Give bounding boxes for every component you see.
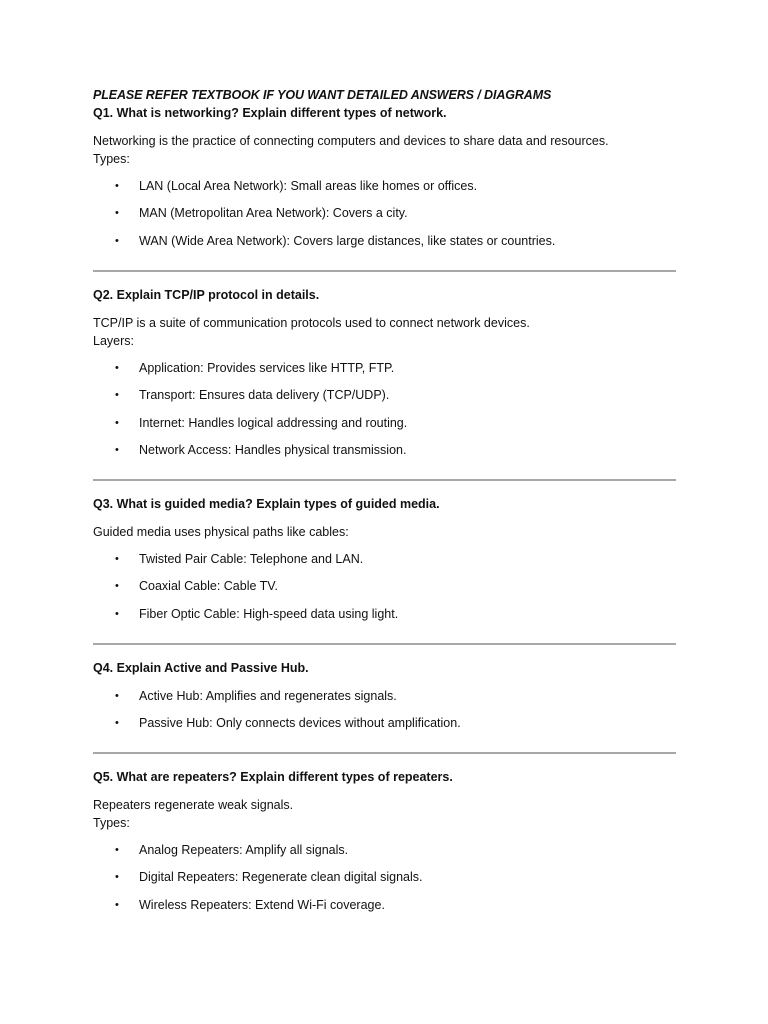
list-item-text: Transport: Ensures data delivery (TCP/UDP).	[139, 388, 390, 403]
question-1-section	[93, 104, 676, 259]
question-3-list	[93, 550, 676, 632]
list-item	[93, 577, 676, 604]
bullet-icon: •	[115, 180, 119, 192]
list-item-text: Coaxial Cable: Cable TV.	[139, 579, 278, 594]
bullet-icon: •	[115, 234, 119, 247]
section-divider	[93, 479, 676, 481]
list-item	[93, 386, 676, 413]
list-item-text: Active Hub: Amplifies and regenerates signals.	[139, 689, 397, 703]
question-1-title: Q1. What is networking? Explain different types of network.	[93, 106, 447, 120]
section-divider	[93, 752, 676, 754]
question-4-section	[93, 659, 676, 742]
bullet-icon: •	[115, 580, 119, 593]
list-item	[93, 605, 676, 632]
question-5-intro-types: Types:	[93, 816, 130, 830]
list-item	[93, 204, 676, 231]
section-divider	[93, 643, 676, 645]
question-3-intro	[93, 523, 676, 541]
question-2-list	[93, 359, 676, 469]
bullet-icon: •	[115, 389, 119, 402]
question-3-intro-line: Guided media uses physical paths like cables:	[93, 525, 349, 539]
list-item-text: Twisted Pair Cable: Telephone and LAN.	[139, 552, 364, 566]
list-item	[93, 868, 676, 895]
list-item-text: Digital Repeaters: Regenerate clean digital signals.	[139, 870, 423, 885]
bullet-icon: •	[115, 871, 119, 884]
list-item-text: Application: Provides services like HTTP, FTP.	[139, 361, 395, 375]
list-item-text: Wireless Repeaters: Extend Wi-Fi coverage.	[139, 897, 385, 912]
question-2-intro-layers: Layers:	[93, 334, 134, 348]
question-1-intro-types: Types:	[93, 152, 130, 166]
question-5-section	[93, 768, 676, 923]
question-2-intro-line: TCP/IP is a suite of communication protocols used to connect network devices.	[93, 316, 530, 330]
list-item-text: Passive Hub: Only connects devices without amplification.	[139, 716, 461, 731]
list-item	[93, 550, 676, 577]
list-item	[93, 414, 676, 441]
list-item	[93, 841, 676, 868]
question-5-intro	[93, 796, 676, 832]
bullet-icon: •	[115, 844, 119, 856]
list-item	[93, 359, 676, 386]
question-5-title: Q5. What are repeaters? Explain different types of repeaters.	[93, 770, 453, 784]
textbook-notice: PLEASE REFER TEXTBOOK IF YOU WANT DETAILED ANSWERS / DIAGRAMS	[93, 88, 552, 102]
bullet-icon: •	[115, 553, 119, 565]
list-item-text: WAN (Wide Area Network): Covers large distances, like states or countries.	[139, 233, 556, 248]
bullet-icon: •	[115, 607, 119, 620]
list-item	[93, 441, 676, 468]
list-item-text: Network Access: Handles physical transmission.	[139, 443, 407, 458]
list-item-text: Fiber Optic Cable: High-speed data using light.	[139, 606, 399, 621]
list-item	[93, 232, 676, 259]
list-item	[93, 714, 676, 741]
question-1-intro-line: Networking is the practice of connecting computers and devices to share data and resources.	[93, 134, 609, 148]
list-item	[93, 687, 676, 714]
bullet-icon: •	[115, 690, 119, 702]
list-item-text: LAN (Local Area Network): Small areas like homes or offices.	[139, 179, 478, 193]
list-item-text: Internet: Handles logical addressing and routing.	[139, 415, 408, 430]
bullet-icon: •	[115, 444, 119, 457]
question-1-list	[93, 177, 676, 259]
question-5-intro-line: Repeaters regenerate weak signals.	[93, 798, 294, 812]
question-2-intro	[93, 314, 676, 350]
list-item	[93, 896, 676, 923]
question-3-title: Q3. What is guided media? Explain types of guided media.	[93, 497, 440, 511]
question-4-title: Q4. Explain Active and Passive Hub.	[93, 661, 309, 675]
list-item-text: MAN (Metropolitan Area Network): Covers a city.	[139, 206, 408, 221]
question-4-list	[93, 687, 676, 742]
list-item	[93, 177, 676, 204]
bullet-icon: •	[115, 416, 119, 429]
question-2-section	[93, 286, 676, 469]
bullet-icon: •	[115, 362, 119, 374]
question-5-list	[93, 841, 676, 923]
bullet-icon: •	[115, 717, 119, 730]
question-3-section	[93, 495, 676, 632]
question-2-title: Q2. Explain TCP/IP protocol in details.	[93, 288, 320, 302]
section-divider	[93, 270, 676, 272]
bullet-icon: •	[115, 898, 119, 911]
bullet-icon: •	[115, 207, 119, 220]
question-1-intro	[93, 132, 676, 168]
list-item-text: Analog Repeaters: Amplify all signals.	[139, 843, 349, 857]
